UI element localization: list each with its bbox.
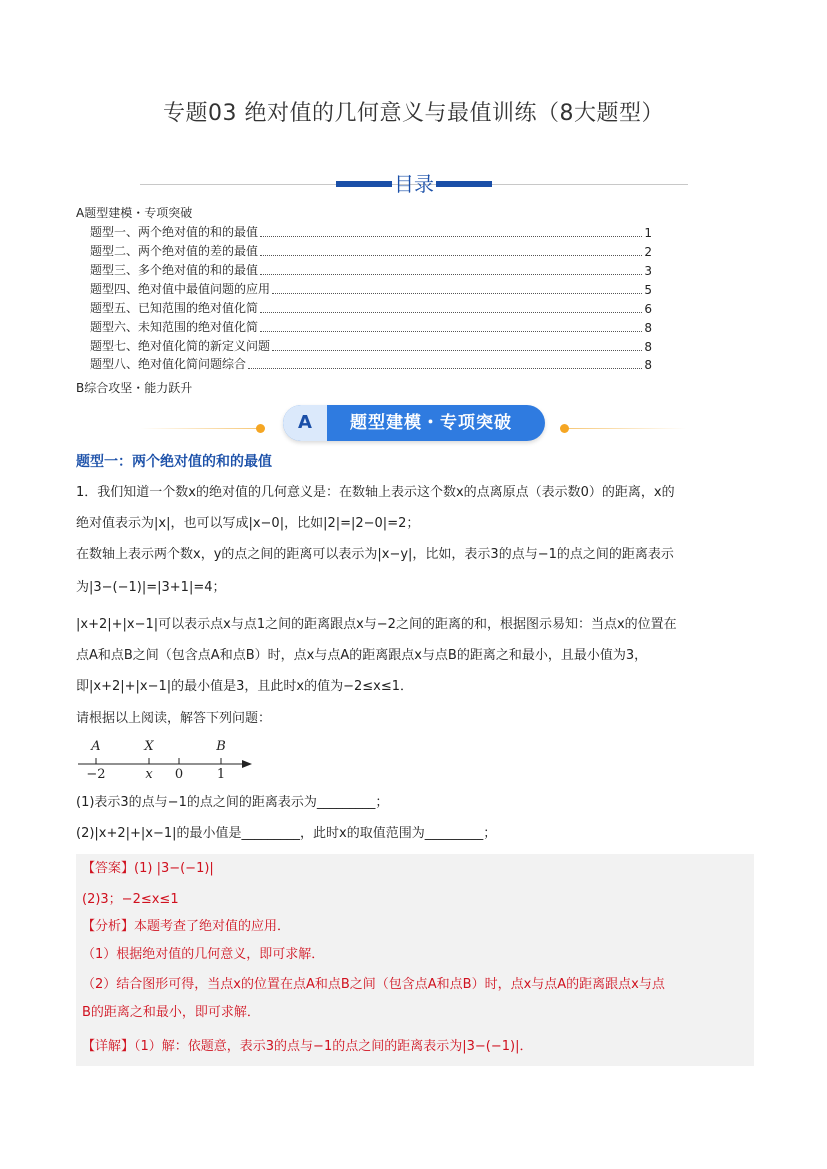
analysis-text: 本题考查了绝对值的应用． [134,919,291,934]
toc-section-a: A题型建模・专项突破 [76,206,193,220]
problem-line-4: 为|3−(−1)|=|3+1|=4； [76,580,226,595]
banner-line-left [140,428,260,429]
toc-item[interactable]: 题型一、两个绝对值的和的最值 1 [90,225,652,240]
answer-tag: 【答案】 [82,861,135,876]
toc-item[interactable]: 题型四、绝对值中最值问题的应用 5 [90,282,652,297]
problem-line-6: 点A和点B之间（包含点A和点B）时，点x与点A的距离跟点x与点B的距离之和最小，且最小值为3， [76,648,648,663]
tick-label-0: 0 [174,767,184,782]
toc-bar-right [436,181,492,187]
toc-item[interactable]: 题型八、绝对值化简问题综合 8 [90,357,652,372]
number-line-figure [76,734,266,782]
number-line-arrow [242,760,252,768]
detail-line [82,1038,532,1056]
detail-text: （1）解：依题意，表示3的点与−1的点之间的距离表示为|3−(−1)|． [134,1039,533,1054]
tick-label-neg2: −2 [86,767,106,782]
problem-line-8: 请根据以上阅读，解答下列问题： [76,711,272,726]
banner-dot-left [256,424,265,433]
toc-item[interactable]: 题型三、多个绝对值的和的最值 3 [90,263,652,278]
question-1: (1)表示3的点与−1的点之间的距离表示为_________； [76,795,389,810]
problem-line-7: 即|x+2|+|x−1|的最小值是3，且此时x的值为−2≤x≤1． [76,679,414,694]
toc-item[interactable]: 题型七、绝对值化简的新定义问题 8 [90,339,652,354]
toc-item[interactable]: 题型五、已知范围的绝对值化简 6 [90,301,652,316]
analysis-tag: 【分析】 [82,919,135,934]
problem-line-1: 1．我们知道一个数x的绝对值的几何意义是：在数轴上表示这个数x的点离原点（表示数0）的距离，x的 [76,485,675,500]
detail-tag: 【详解】 [82,1039,135,1054]
banner-dot-right [560,424,569,433]
analysis-line [82,918,290,936]
banner-text: 题型建模・专项突破 [350,413,512,433]
toc-item[interactable]: 题型二、两个绝对值的差的最值 2 [90,244,652,259]
toc-item[interactable]: 题型六、未知范围的绝对值化简 8 [90,320,652,335]
tick-label-x: x [145,767,153,782]
answer-1: (1) |3−(−1)| [134,861,214,876]
toc-section-b: B综合攻坚・能力跃升 [76,381,193,395]
answer-2: (2)3；−2≤x≤1 [82,892,179,907]
point-x-label: X [144,739,154,754]
analysis-point-2-cont: B的距离之和最小，即可求解． [82,1005,260,1020]
toc-bar-left [336,181,392,187]
analysis-point-2: （2）结合图形可得，当点x的位置在点A和点B之间（包含点A和点B）时，点x与点A的距离跟点x与点 [82,977,665,992]
banner-line-right [566,428,686,429]
banner-badge: A [283,405,327,441]
toc-heading: 目录 [394,172,434,196]
point-a-label: A [91,739,101,754]
problem-line-2: 绝对值表示为|x|，也可以写成|x−0|，比如|2|=|2−0|=2； [76,516,420,531]
document-title: 专题03 绝对值的几何意义与最值训练（8大题型） [163,101,664,126]
section-heading: 题型一：两个绝对值的和的最值 [76,454,272,470]
problem-line-5: |x+2|+|x−1|可以表示点x与点1之间的距离跟点x与−2之间的距离的和，根据图示易知：当点x的位置在 [76,617,677,632]
question-2: (2)|x+2|+|x−1|的最小值是_________，此时x的取值范围为_________； [76,826,497,841]
point-b-label: B [216,739,226,754]
tick-label-1: 1 [216,767,226,782]
problem-line-3: 在数轴上表示两个数x，y的点之间的距离可以表示为|x−y|，比如，表示3的点与−1的点之间的距离表示 [76,547,674,562]
answer-line-1 [82,860,214,878]
analysis-point-1: （1）根据绝对值的几何意义，即可求解． [82,947,325,962]
